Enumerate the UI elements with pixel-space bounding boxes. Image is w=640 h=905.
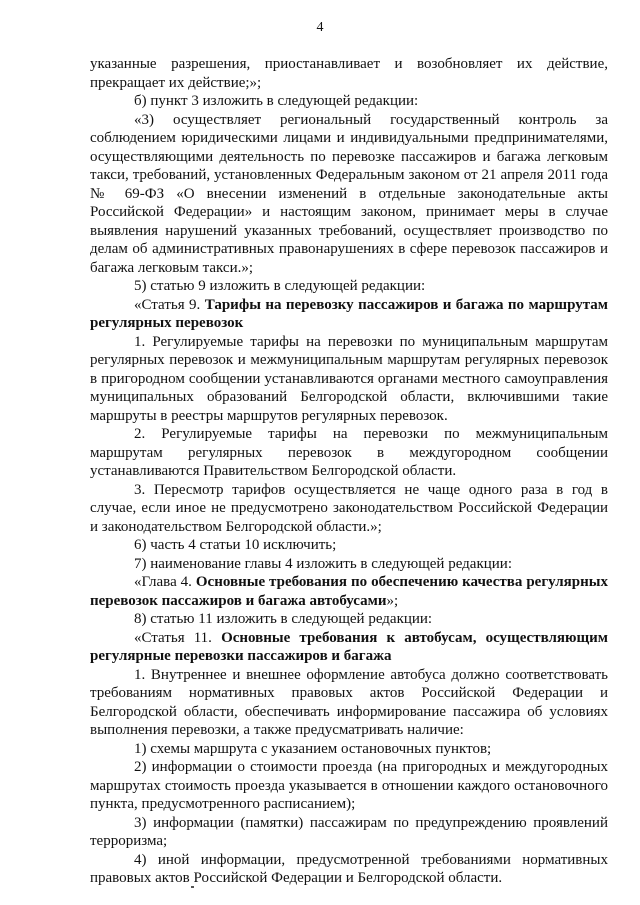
article-title: Тарифы на перевозку пассажиров и багажа по маршрутам регулярных перевозок — [90, 296, 608, 331]
paragraph — [90, 296, 608, 333]
article-title: Основные требования по обеспечению качества регулярных перевозок пассажиров и багажа автобусами — [90, 574, 608, 609]
scan-speck — [191, 886, 194, 888]
article-prefix: «Глава 4. — [134, 574, 196, 590]
paragraph: 4) иной информации, предусмотренной требованиями нормативных правовых актов Российской Федерации и Белгородской области. — [90, 851, 608, 886]
article-prefix: «Статья 11. — [134, 629, 222, 646]
paragraph: 2) информации о стоимости проезда (на пригородных и междугородных маршрутах стоимость проезда указывается в отношении каждого остановочного пункта, предусмотренного расписанием); — [90, 759, 608, 812]
paragraph: 8) статью 11 изложить в следующей редакции: — [134, 611, 433, 627]
paragraph: 6) часть 4 статьи 10 исключить; — [134, 537, 337, 553]
paragraph: 3) информации (памятки) пассажирам по предупреждению проявлений терроризма; — [90, 814, 608, 849]
paragraph: 7) наименование главы 4 изложить в следующей редакции: — [134, 555, 512, 572]
document-body — [90, 55, 608, 888]
paragraph: 2. Регулируемые тарифы на перевозки по межмуниципальным маршрутам регулярных перевозок в междугородном сообщении устанавливаются Правительством Белгородской области. — [90, 426, 608, 479]
paragraph: «3) осуществляет региональный государственный контроль за соблюдением юридическими лицами и индивидуальными предпринимателями, осуществляющими деятельность по перевозке пассажиров и багажа легковым такси, требований, установленных Федеральным законом от 21 апреля 2011 года № 69-ФЗ «О внесении изменений в отдельные законодательные акты Российской Федерации» и настоящим законом, принимает меры в случае выявления нарушений указанных требований, осуществляет производство по делам об административных правонарушениях в сфере перевозок пассажиров и багажа легковым такси.»; — [90, 111, 608, 276]
paragraph: 1. Внутреннее и внешнее оформление автобуса должно соответствовать требованиям нормативных правовых актов Российской Федерации и Белгородской области, обеспечивать информирование пассажира об условиях выполнения перевозки, а также предусматривать наличие: — [90, 666, 608, 738]
paragraph — [90, 573, 608, 610]
paragraph: 1. Регулируемые тарифы на перевозки по муниципальным маршрутам регулярных перевозок и межмуниципальным маршрутам регулярных перевозок в пригородном сообщении устанавливаются органами местного самоуправления муниципальных образований Белгородской области, включившими такие маршруты в реестры маршрутов регулярных перевозок. — [90, 333, 608, 424]
paragraph — [90, 629, 608, 666]
article-title: Основные требования к автобусам, осуществляющим регулярные перевозки пассажиров и багажа — [90, 629, 608, 664]
paragraph: 3. Пересмотр тарифов осуществляется не чаще одного раза в год в случае, если иное не предусмотрено законодательством Российской Федерации и законодательством Белгородской области.»; — [90, 481, 608, 535]
paragraph: указанные разрешения, приостанавливает и возобновляет их действие, прекращает их действие;»; — [90, 56, 608, 91]
page-number: 4 — [316, 20, 324, 35]
paragraph: б) пункт 3 изложить в следующей редакции: — [134, 93, 419, 109]
paragraph: 1) схемы маршрута с указанием остановочных пунктов; — [134, 740, 492, 757]
paragraph: 5) статью 9 изложить в следующей редакции: — [134, 278, 426, 294]
article-suffix: »; — [386, 592, 399, 609]
article-prefix: «Статья 9. — [134, 296, 205, 313]
